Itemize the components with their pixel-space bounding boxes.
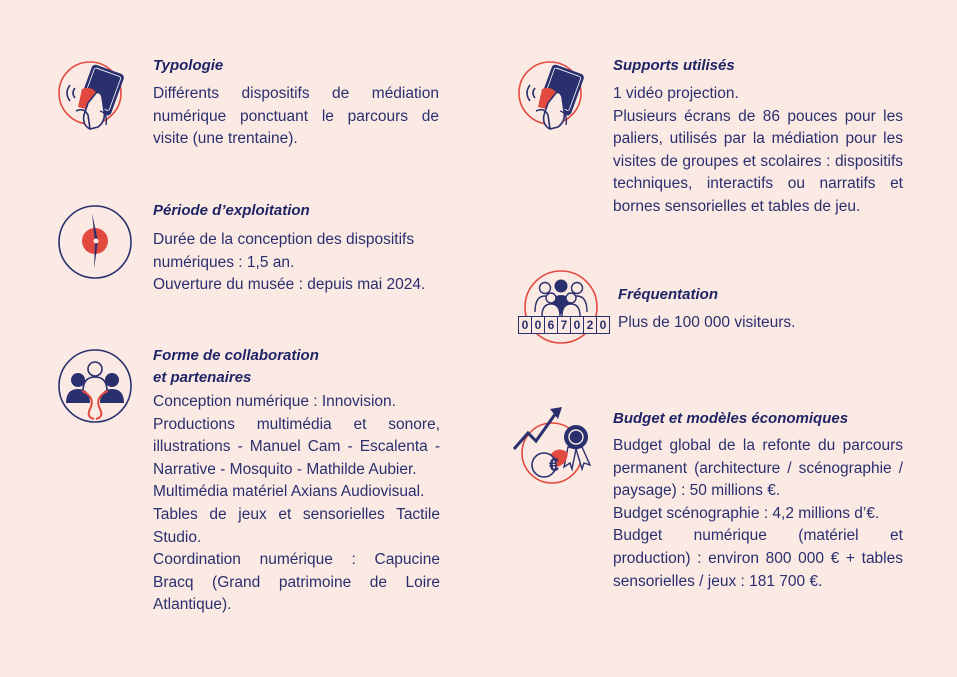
periode-section — [153, 200, 453, 297]
supports-body — [613, 83, 903, 219]
counter-digit: 0 — [519, 317, 532, 333]
typologie-title: Typologie — [153, 57, 224, 74]
budget-paragraph-2: Budget scénographie : 4,2 millions d’€. — [613, 504, 880, 522]
counter-digit: 0 — [571, 317, 584, 333]
periode-line-3: Ouverture du musée : depuis mai 2024. — [153, 276, 426, 294]
collaboration-title-line-2: et partenaires — [153, 369, 252, 386]
collaboration-paragraph-3: Multimédia matériel Axians Audiovisual. — [153, 483, 425, 501]
collaboration-paragraph-5: Coordination numérique : Capucine Bracq (Grand patrimoine de Loire Atlantique). — [153, 551, 440, 614]
counter-digit: 0 — [532, 317, 545, 333]
counter-digit: 2 — [584, 317, 597, 333]
collaboration-section — [153, 345, 440, 617]
frequentation-body: Plus de 100 000 visiteurs. — [618, 314, 796, 331]
counter-digit: 0 — [599, 318, 607, 332]
collaboration-body — [153, 391, 440, 617]
collaboration-title — [153, 345, 440, 389]
supports-paragraph-1: 1 vidéo projection. — [613, 85, 739, 102]
collaboration-paragraph-1: Conception numérique : Innovision. — [153, 393, 396, 410]
collaboration-title-line-1: Forme de collaboration — [153, 347, 319, 364]
budget-section — [613, 408, 903, 593]
frequentation-title: Fréquentation — [618, 286, 718, 303]
supports-title: Supports utilisés — [613, 57, 735, 74]
collaboration-paragraph-2: Productions multimédia et sonore, illustrations - Manuel Cam - Escalenta - Narrative - Mosquito - Mathilde Aubier. — [153, 415, 440, 478]
visitors-counter-icon — [515, 268, 607, 348]
collaboration-people-icon — [56, 347, 136, 427]
counter-digit: 6 — [545, 317, 558, 333]
periode-line-1: Durée de la conception des dispositifs — [153, 231, 415, 248]
counter-digit: 7 — [558, 317, 571, 333]
periode-title: Période d’exploitation — [153, 202, 310, 219]
frequentation-section — [618, 284, 908, 335]
budget-body — [613, 435, 903, 593]
tablet-touch-icon — [56, 55, 128, 135]
periode-line-2: numériques : 1,5 an. — [153, 253, 295, 271]
budget-paragraph-1: Budget global de la refonte du parcours permanent (architecture / scénographie / paysage) : 50 millions €. — [613, 437, 903, 500]
tablet-touch-icon — [516, 55, 588, 135]
budget-paragraph-3: Budget numérique (matériel et production) : environ 800 000 € + tables sensorielles / jeux : 181 700 €. — [613, 527, 903, 590]
visitor-counter — [518, 316, 610, 334]
supports-paragraph-2: Plusieurs écrans de 86 pouces pour les paliers, utilisés par la médiation pour les visites de groupes et scolaires : dispositifs techniques, interactifs ou narratifs et bornes sensorielles et tables de jeu. — [613, 107, 903, 215]
typologie-body: Différents dispositifs de médiation numérique ponctuant le parcours de visite (une trentaine). — [153, 85, 439, 148]
supports-section — [613, 55, 903, 219]
budget-title: Budget et modèles économiques — [613, 410, 849, 427]
euro-symbol: € — [548, 455, 559, 475]
collaboration-paragraph-4: Tables de jeux et sensorielles Tactile Studio. — [153, 505, 440, 546]
periode-body — [153, 229, 453, 297]
typologie-section — [153, 55, 439, 151]
budget-chart-icon — [510, 403, 606, 487]
compass-icon — [56, 203, 136, 283]
